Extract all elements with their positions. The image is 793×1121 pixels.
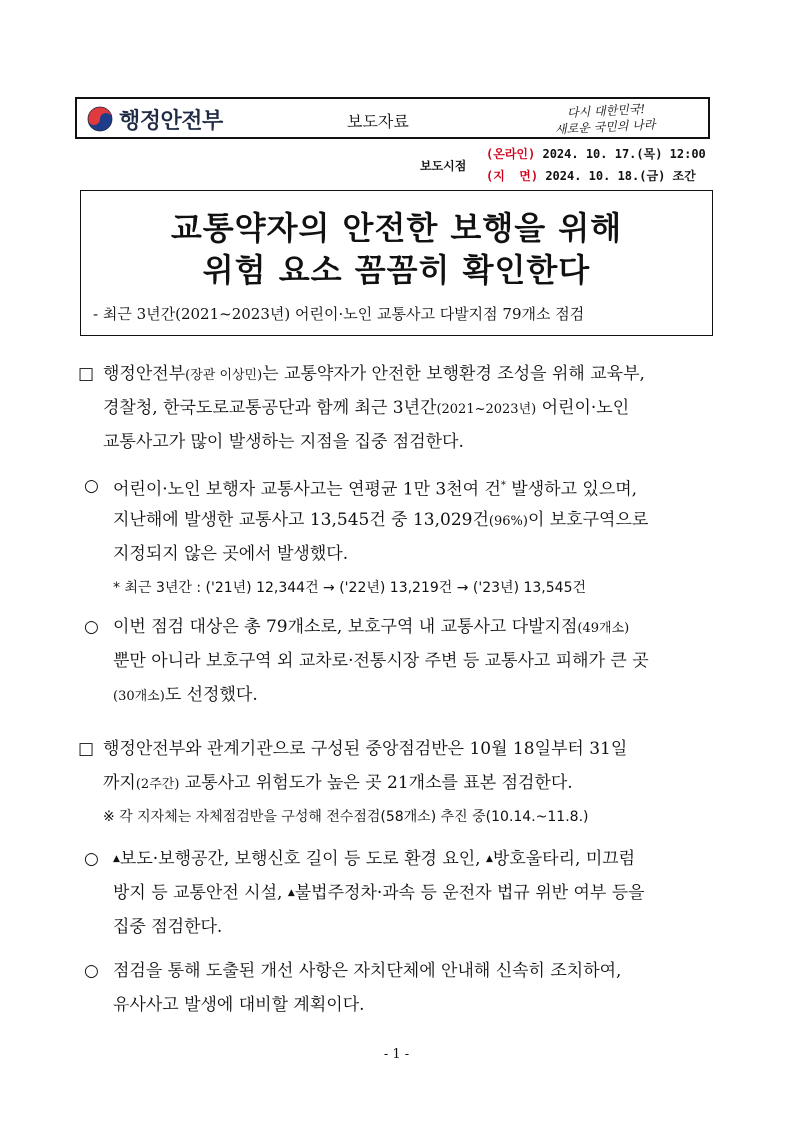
text: 도 선정했다.	[164, 685, 258, 705]
text-small: (30개소)	[113, 689, 165, 704]
print-tag: (지 면)	[486, 169, 539, 183]
text-small: (장관 이상민)	[185, 368, 263, 383]
circle1-bullet: ○	[84, 476, 99, 496]
taegeuk-icon	[87, 106, 113, 132]
circle3-bullet: ○	[84, 849, 99, 869]
text: 발생하고 있으며,	[505, 479, 638, 500]
circle2-line1	[113, 610, 629, 646]
title-line-2: 위험 요소 꼼꼼히 확인한다	[202, 251, 591, 289]
text: 이 보호구역으로	[527, 510, 649, 530]
text: 이번 점검 대상은 총 79개소로, 보호구역 내 교통사고 다발지점	[113, 617, 578, 637]
circle4-bullet: ○	[84, 961, 99, 981]
online-time: 2024. 10. 17.(목) 12:00	[542, 147, 706, 161]
triangle-icon: ▲	[485, 854, 493, 864]
text: 지난해에 발생한 교통사고 13,545건 중 13,029건	[113, 510, 489, 530]
triangle-icon: ▲	[113, 854, 120, 864]
title-box	[80, 190, 713, 336]
para1-line2	[103, 391, 629, 427]
text-small: (2021~2023년)	[436, 402, 537, 417]
triangle-icon: ▲	[287, 888, 295, 898]
text: 방호울타리, 미끄럼	[492, 849, 636, 869]
footnote-1: * 최근 3년간 : ('21년) 12,344건 → ('22년) 13,219건 → ('23년) 13,545건	[113, 580, 586, 596]
ministry-logo	[87, 105, 223, 133]
circle3-line2	[113, 876, 645, 910]
subtitle: - 최근 3년간(2021~2023년) 어린이·노인 교통사고 다발지점 79개소 점검	[93, 305, 585, 323]
circle2-bullet: ○	[84, 617, 99, 637]
footnote-mark: *	[500, 480, 506, 491]
text-small: (49개소)	[577, 621, 630, 636]
online-tag: (온라인)	[486, 147, 536, 161]
circle2-line2: 뿐만 아니라 보호구역 외 교차로·전통시장 주변 등 교통사고 피해가 큰 곳	[113, 651, 649, 671]
circle3-line3: 집중 점검한다.	[113, 917, 223, 937]
text-small: (2주간)	[135, 777, 180, 792]
doc-type: 보도자료	[347, 112, 409, 131]
para2-line2	[103, 766, 573, 802]
title-line-1: 교통약자의 안전한 보행을 위해	[170, 209, 623, 247]
circle1-line1	[113, 469, 637, 507]
ministry-name: 행정안전부	[119, 108, 223, 134]
para1-line3: 교통사고가 많이 발생하는 지점을 집중 점검한다.	[103, 432, 464, 452]
text: 까지	[103, 773, 136, 793]
circle4-line1: 점검을 통해 도출된 개선 사항은 자치단체에 안내해 신속히 조치하여,	[113, 961, 622, 981]
text: 어린이·노인	[536, 398, 630, 418]
circle2-line3	[113, 678, 258, 714]
text: 경찰청, 한국도로교통공단과 함께 최근 3년간	[103, 398, 437, 418]
para2-bullet: □	[78, 739, 95, 759]
circle1-line2	[113, 503, 648, 539]
text: 어린이·노인 보행자 교통사고는 연평균 1만 3천여 건	[113, 479, 501, 500]
text: 행정안전부	[103, 364, 186, 384]
text-small: (96%)	[488, 514, 528, 529]
release-label: 보도시점	[420, 159, 467, 173]
text: 보도·보행공간, 보행신호 길이 등 도로 환경 요인,	[119, 849, 486, 869]
note-2: ※ 각 지자체는 자체점검반을 구성해 전수점검(58개소) 추진 중(10.14.~11.8.)	[103, 809, 589, 825]
page-number: - 1 -	[383, 1047, 410, 1062]
text: 방지 등 교통안전 시설,	[113, 883, 288, 903]
release-online	[486, 145, 706, 162]
text: 교통사고 위험도가 높은 곳 21개소를 표본 점검한다.	[179, 773, 573, 793]
text: 는 교통약자가 안전한 보행환경 조성을 위해 교육부,	[262, 364, 645, 384]
circle1-line3: 지정되지 않은 곳에서 발생했다.	[113, 544, 349, 564]
para2-line1: 행정안전부와 관계기관으로 구성된 중앙점검반은 10월 18일부터 31일	[103, 739, 628, 759]
print-time: 2024. 10. 18.(금) 조간	[545, 169, 696, 183]
circle3-line1	[113, 842, 635, 876]
header-box	[75, 97, 710, 139]
release-print	[486, 167, 696, 184]
circle4-line2: 유사사고 발생에 대비할 계획이다.	[113, 995, 365, 1015]
slogan-line-2: 새로운 국민의 나라	[554, 117, 656, 137]
para1-bullet: □	[78, 364, 95, 384]
text: 불법주정차·과속 등 운전자 법규 위반 여부 등을	[294, 883, 645, 903]
slogan-line-1: 다시 대한민국!	[566, 101, 646, 121]
para1-line1	[103, 357, 645, 393]
